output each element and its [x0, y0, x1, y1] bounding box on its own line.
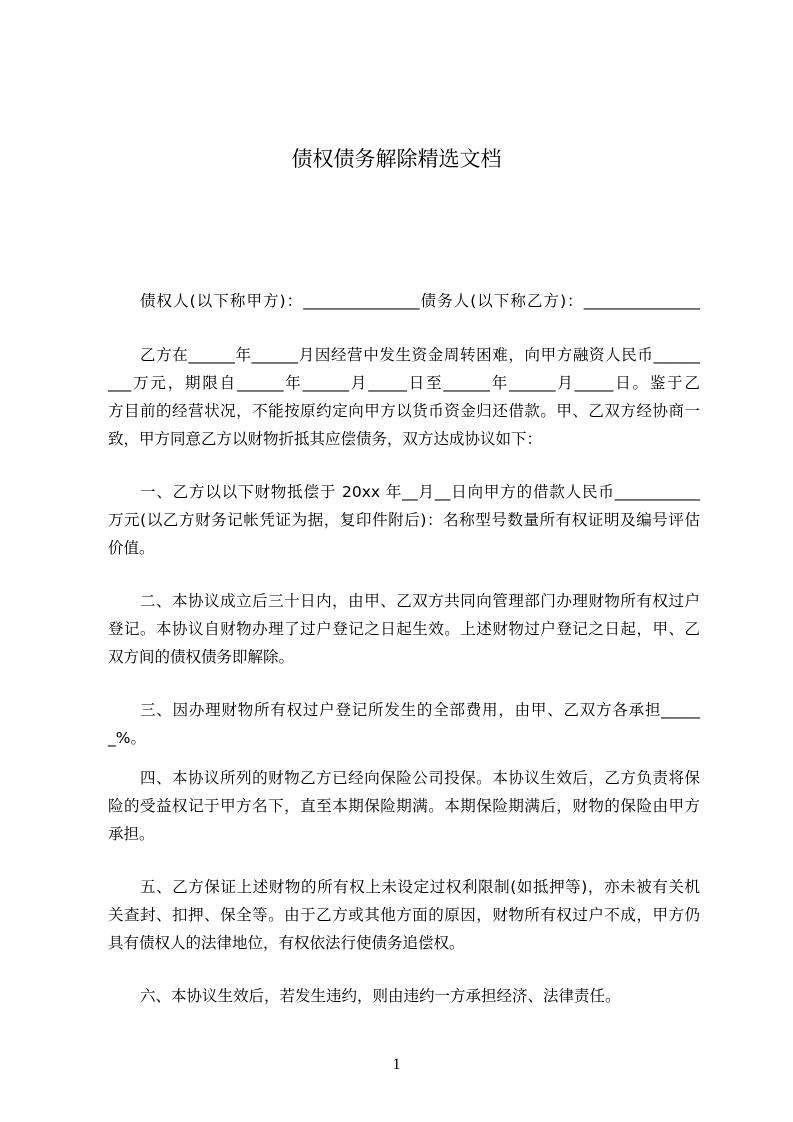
- preamble-line: 乙方在______年______月因经营中发生资金周转困难，向甲方融资人民币______: [140, 346, 700, 364]
- preamble-line: ___万元，期限自______年______月_____日至______年______月_____日。鉴于乙: [108, 374, 700, 392]
- document-title: 债权债务解除精选文档: [291, 147, 502, 171]
- clause-1-line: 一、乙方以以下财物抵偿于 20xx 年__月__日向甲方的借款人民币___________: [140, 483, 700, 501]
- clause-6-line: 六、本协议生效后，若发生违约，则由违约一方承担经济、法律责任。: [140, 987, 621, 1005]
- clause-2-line: 二、本协议成立后三十日内，由甲、乙双方共同向管理部门办理财物所有权过户: [140, 592, 700, 610]
- page-number: 1: [392, 1056, 401, 1073]
- clause-5-line: 五、乙方保证上述财物的所有权上未设定过权利限制(如抵押等)，亦未被有关机: [140, 878, 700, 896]
- clause-2-line: 登记。本协议自财物办理了过户登记之日起生效。上述财物过户登记之日起，甲、乙: [108, 620, 700, 638]
- clause-3-line: _%。: [108, 729, 146, 747]
- clause-5-line: 具有债权人的法律地位，有权依法行使债务追偿权。: [108, 934, 465, 952]
- clause-3-line: 三、因办理财物所有权过户登记所发生的全部费用，由甲、乙双方各承担_____: [140, 701, 700, 719]
- preamble-line: 致，甲方同意乙方以财物折抵其应偿债务，双方达成协议如下：: [108, 430, 543, 448]
- clause-4-line: 四、本协议所列的财物乙方已经向保险公司投保。本协议生效后，乙方负责将保: [140, 769, 700, 787]
- clause-4-line: 险的受益权记于甲方名下，直至本期保险期满。本期保险期满后，财物的保险由甲方: [108, 797, 700, 815]
- clause-2-line: 双方间的债权债务即解除。: [108, 648, 295, 666]
- clause-1-line: 万元(以乙方财务记帐凭证为据，复印件附后)：名称型号数量所有权证明及编号评估: [108, 511, 700, 529]
- parties-line: 债权人(以下称甲方)：_______________债务人(以下称乙方)：_______________: [140, 292, 700, 310]
- preamble-line: 方目前的经营状况，不能按原约定向甲方以货币资金归还借款。甲、乙双方经协商一: [108, 402, 700, 420]
- clause-5-line: 关查封、扣押、保全等。由于乙方或其他方面的原因，财物所有权过户不成，甲方仍: [108, 906, 700, 924]
- clause-4-line: 承担。: [108, 825, 155, 843]
- clause-1-line: 价值。: [108, 539, 155, 557]
